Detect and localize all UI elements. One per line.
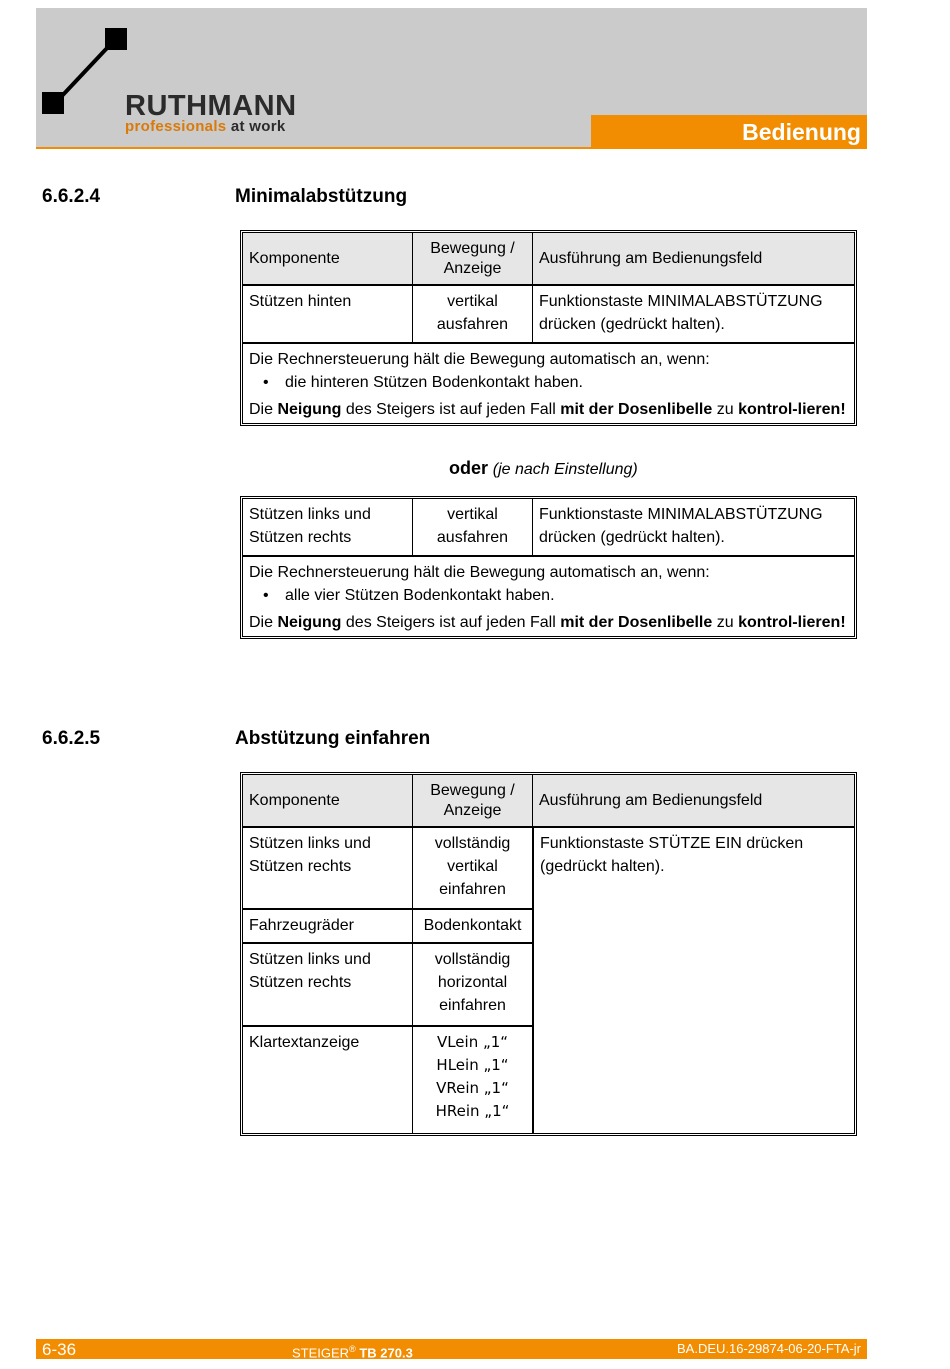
section-title: Abstützung einfahren — [235, 728, 431, 749]
operation-table — [240, 496, 857, 639]
action-cell: Funktionstaste STÜTZE EIN drücken (gedrückt halten). — [533, 828, 854, 1133]
page-header — [36, 8, 867, 149]
movement-cell: vollständig horizontal einfahren — [413, 944, 533, 1025]
action-cell: Funktionstaste MINIMALABSTÜTZUNG drücken (gedrückt halten). — [539, 293, 823, 333]
product-name: STEIGER® TB 270.3 — [292, 1344, 413, 1361]
section-title: Minimalabstützung — [235, 186, 408, 207]
component-cell: Stützen links und Stützen rechts — [243, 944, 413, 1025]
logo-tagline: professionals at work — [125, 118, 286, 135]
table-row — [243, 910, 533, 944]
component-cell: Stützen links und Stützen rechts — [243, 828, 413, 908]
list-item: • die hinteren Stützen Bodenkontakt haben. — [249, 371, 846, 394]
logo-name: RUTHMANN — [125, 90, 297, 122]
alternative-label: oder (je nach Einstellung) — [449, 458, 638, 478]
table-row — [243, 1027, 533, 1133]
header-rule — [36, 147, 867, 149]
component-cell: Klartextanzeige — [243, 1027, 413, 1133]
table-header-row — [243, 233, 854, 286]
note-row — [243, 557, 854, 636]
table-header-row — [243, 775, 854, 828]
note-text: Die Rechnersteuerung hält die Bewegung automatisch an, wenn: • alle vier Stützen Bodenkontakt haben. Die Neigung des Steigers ist auf jeden Fall mit der Dosenlibelle zu kontrol-lieren! — [243, 557, 852, 636]
table-row — [243, 286, 854, 344]
note-text: Die Rechnersteuerung hält die Bewegung automatisch an, wenn: • die hinteren Stützen Bodenkontakt haben. Die Neigung des Steigers ist auf jeden Fall mit der Dosenlibelle zu kontrol-lieren! — [243, 344, 852, 423]
component-cell: Stützen hinten — [243, 286, 413, 342]
section-number: 6.6.2.5 — [42, 728, 101, 749]
header-cell: Ausführung am Bedienungsfeld — [539, 792, 763, 809]
header-cell: Ausführung am Bedienungsfeld — [539, 250, 763, 267]
component-cell: Stützen links und Stützen rechts — [243, 499, 413, 555]
page-footer — [36, 1339, 867, 1359]
movement-cell: Bodenkontakt — [413, 910, 533, 942]
movement-cell: vertikal ausfahren — [413, 499, 533, 555]
ruthmann-logo-icon — [42, 28, 132, 118]
section-tab: Bedienung — [591, 115, 867, 149]
header-cell: Komponente — [243, 775, 413, 826]
operation-table — [240, 772, 857, 1136]
warning-text: Die Neigung des Steigers ist auf jeden Fall mit der Dosenlibelle zu kontrol-lieren! — [249, 614, 846, 631]
note-row — [243, 344, 854, 423]
table-body — [243, 828, 854, 1133]
table-row — [243, 499, 854, 557]
table-row — [243, 944, 533, 1027]
operation-table — [240, 230, 857, 426]
component-cell: Fahrzeugräder — [243, 910, 413, 942]
movement-cell: vertikal ausfahren — [413, 286, 533, 342]
document-id: BA.DEU.16-29874-06-20-FTA-jr — [677, 1341, 861, 1356]
page-number: 6-36 — [42, 1340, 77, 1359]
list-item: • alle vier Stützen Bodenkontakt haben. — [249, 584, 846, 607]
header-cell: Bewegung / Anzeige — [413, 775, 533, 826]
header-cell: Bewegung / Anzeige — [413, 233, 533, 284]
table-row — [243, 828, 533, 910]
header-cell: Komponente — [243, 233, 413, 284]
table-body-left — [243, 828, 533, 1133]
display-cell: VLein „1“ HLein „1“ VRein „1“ HRein „1“ — [413, 1027, 533, 1133]
action-cell: Funktionstaste MINIMALABSTÜTZUNG drücken (gedrückt halten). — [539, 506, 823, 546]
warning-text: Die Neigung des Steigers ist auf jeden Fall mit der Dosenlibelle zu kontrol-lieren! — [249, 401, 846, 418]
movement-cell: vollständig vertikal einfahren — [413, 828, 533, 908]
section-number: 6.6.2.4 — [42, 186, 101, 207]
